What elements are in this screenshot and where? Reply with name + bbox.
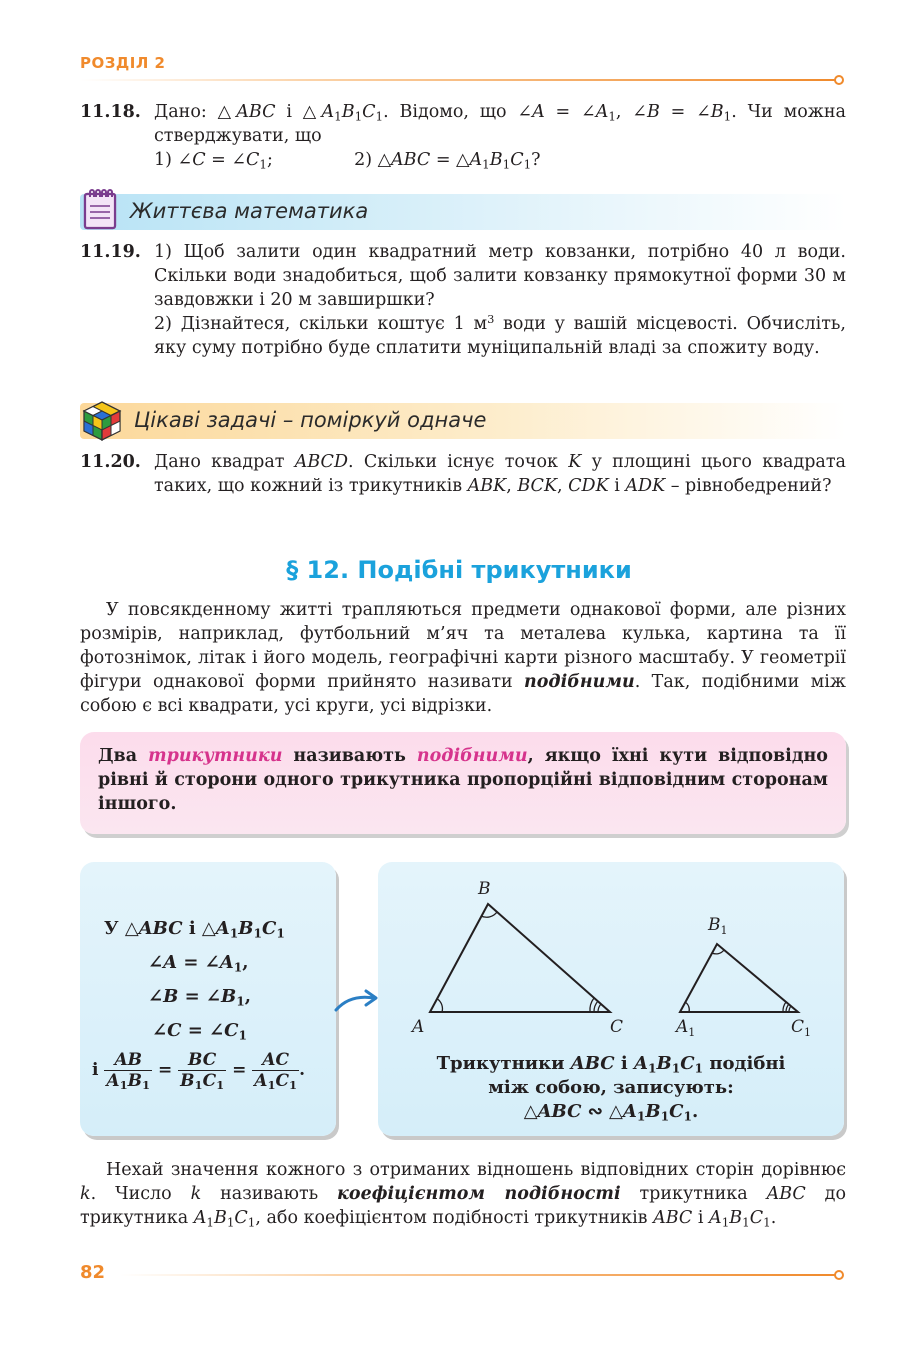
cube-icon [80, 399, 124, 443]
problem-number: 11.18. [80, 102, 141, 122]
caption-line-3: △ABC ∾ $\triangle A_1B_1C_1$. [523, 1101, 699, 1124]
vertex-label-b1: $B_1$ [708, 915, 728, 937]
footer-rule-dot [834, 1270, 844, 1280]
vertex-label-c: C [610, 1017, 624, 1037]
triangle-a1b1c1 [680, 944, 798, 1012]
notepad-icon [82, 188, 118, 232]
intro-text: У повсякденному житті трапляються предмети однакової форми, але різних розмірів, наприклад, футбольний м’яч та металева кулька, картина та її фотознімок, літак і його модель, географічні карти різного масштабу. У геометрії фігури однакової форми прийнято називати подібними. Так, подібними між собою є всі квадрати, усі круги, усі відрізки. [80, 600, 846, 716]
definition-box [80, 732, 846, 834]
condition-line: ∠C = $\angle C_1$ [152, 1020, 247, 1043]
problem-part-2: 2) Дізнайтеся, скільки коштує 1 $м^3$ води у вашій місцевості. Обчисліть, яку суму потрібно буде сплатити муніципальній владі за спожиту воду. [154, 311, 846, 358]
condition-line: У △ABC і $\triangle A_1B_1C_1$ [104, 918, 285, 941]
paragraph-title: § 12. Подібні трикутники [286, 556, 632, 584]
banner-title: Життєва математика [130, 199, 369, 223]
caption-line-2: між собою, записують: [488, 1077, 734, 1098]
header-rule [80, 79, 836, 81]
problem-number: 11.19. [80, 242, 141, 262]
problem-number: 11.20. [80, 452, 141, 472]
problem-options [154, 148, 846, 172]
condition-line: ∠A = $\angle A_1$, [148, 952, 249, 975]
problem-part-1: 1) Щоб залити один квадратний метр ковзанки, потрібно 40 л води. Скільки води знадобиться, щоб залити ковзанку прямокутної форми 30 м завдовжки і 20 м завширшки? [154, 242, 846, 310]
closing-text: Нехай значення кожного з отриманих відношень відповідних сторін дорівнює k. Число k називають коефіцієнтом подібності трикутника ABC до трикутника $A_1B_1C_1$, або коефіцієнтом подібності трикутників ABC і $A_1B_1C_1$. [80, 1160, 846, 1230]
problem-11-19 [80, 240, 846, 360]
problem-text: Дано квадрат ABCD. Скільки існує точок K у площині цього квадрата таких, що кожний із трикутників ABK, BCK, CDK і ADK – рівнобедрений? [154, 452, 846, 496]
problem-11-18 [80, 100, 846, 172]
triangle-abc [430, 904, 610, 1012]
caption-line-1: Трикутники ABC і $A_1B_1C_1$ подібні [436, 1053, 786, 1076]
definition-text: Два трикутники називають подібними, якщо їхні кути відповідно рівні й сторони одного трикутника пропорційні відповідним сторонам іншого. [98, 746, 828, 814]
banner-life-math [80, 194, 846, 230]
section-label: РОЗДІЛ 2 [80, 54, 166, 72]
arrow-icon [332, 986, 384, 1016]
triangles-figure [378, 862, 844, 1042]
condition-line: ∠B = $\angle B_1$, [148, 986, 252, 1009]
closing-paragraph [80, 1158, 846, 1230]
header-rule-dot [834, 75, 844, 85]
option-2: 2) △ABC = $\triangle A_1B_1C_1$? [354, 150, 541, 172]
vertex-label-c1: $C_1$ [791, 1017, 812, 1039]
page-number: 82 [80, 1262, 106, 1283]
banner-title: Цікаві задачі – поміркуй одначе [134, 408, 487, 432]
problem-11-20 [80, 450, 846, 498]
problem-text: Дано: △ABC і $\triangle A_1B_1C_1$. Відомо, що ∠A = $\angle A_1$, ∠B = $\angle B_1$. Чи можна стверджувати, що [154, 102, 846, 146]
intro-paragraph [80, 598, 846, 718]
vertex-label-a1: $A_1$ [676, 1017, 696, 1039]
vertex-label-b: B [478, 879, 491, 899]
banner-fun-problems [80, 403, 846, 439]
footer-rule [120, 1274, 836, 1276]
vertex-label-a: A [412, 1017, 425, 1037]
option-1: 1) ∠C = $\angle C_1$; [154, 150, 273, 172]
conditions-panel [80, 862, 336, 1136]
proportion-line: і $\frac{AB}{A_1B_1}$ = $\frac{BC}{B_1C_1}$ = $\frac{AC}{A_1C_1}$ . [92, 1050, 305, 1093]
